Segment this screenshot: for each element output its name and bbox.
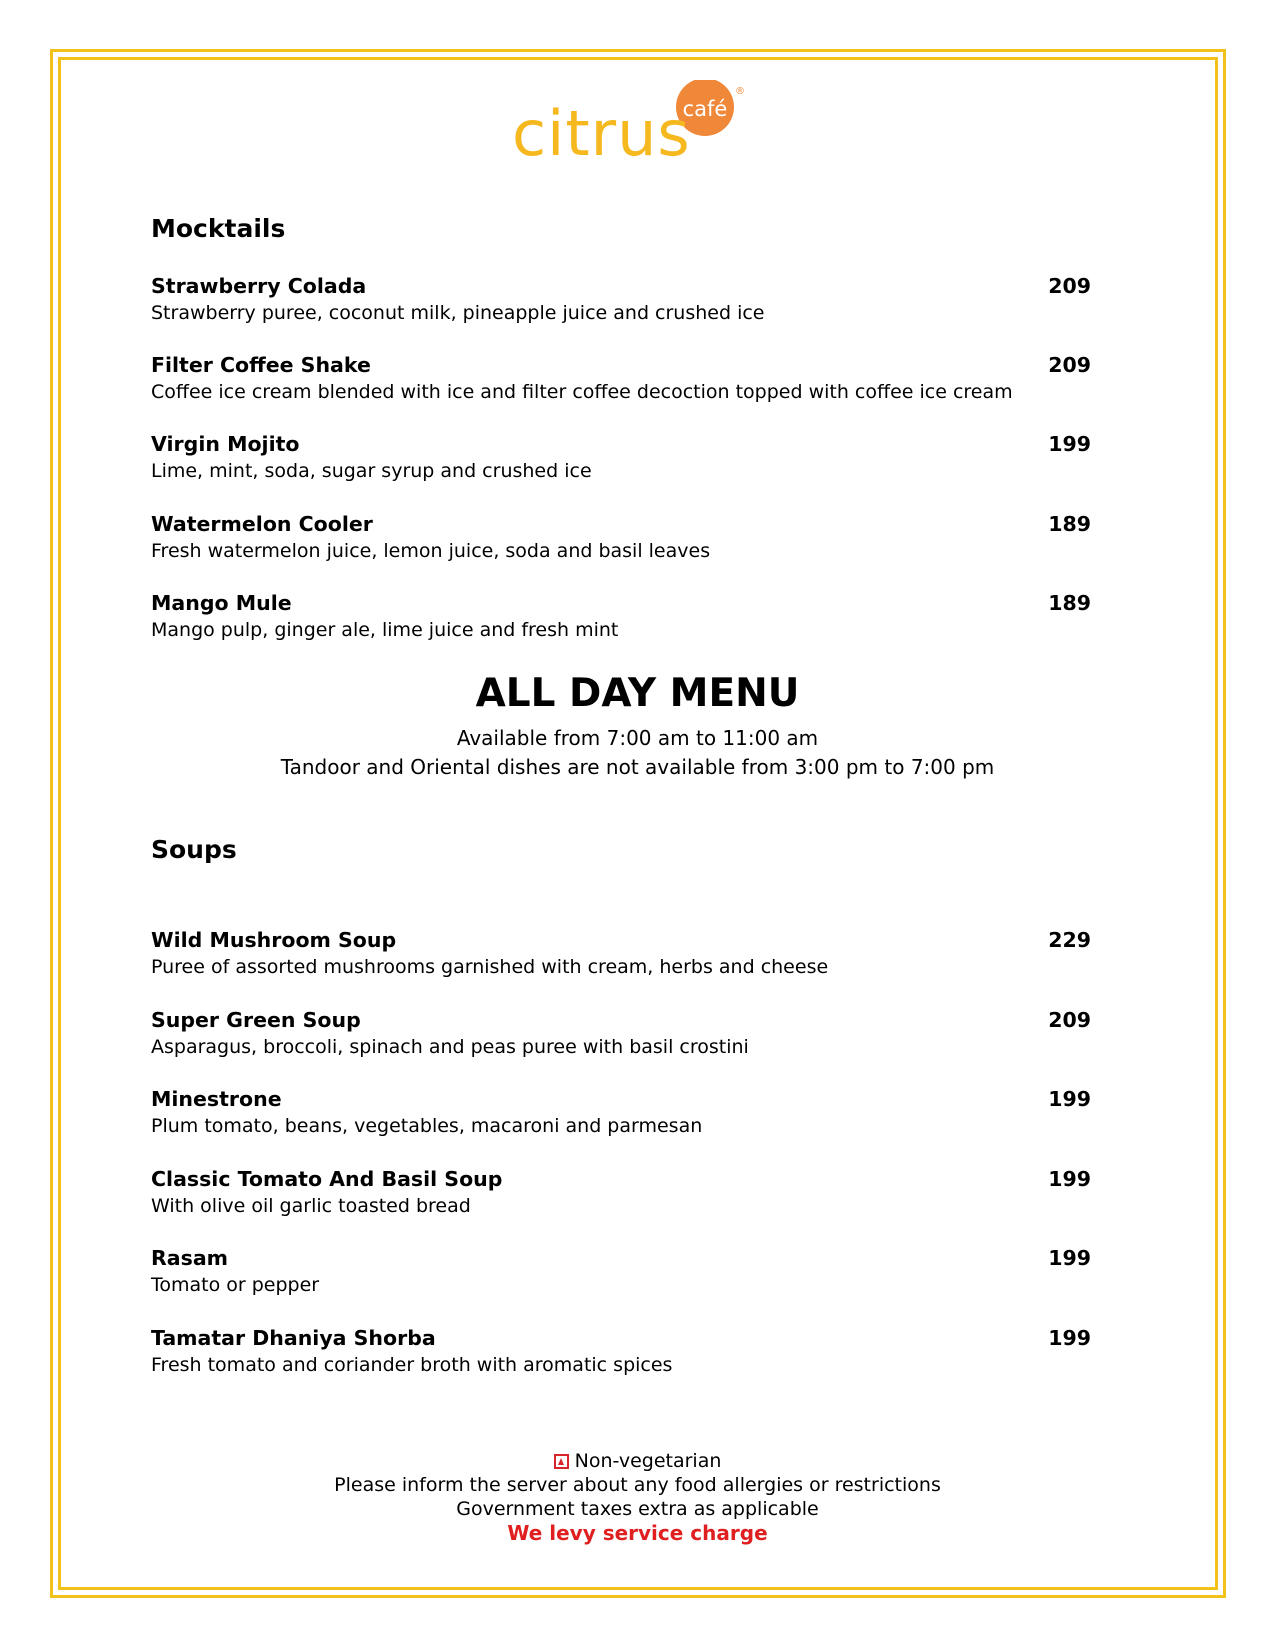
item-name: Filter Coffee Shake (151, 353, 371, 377)
allergy-note: Please inform the server about any food allergies or restrictions (334, 1474, 941, 1496)
item-description: Fresh tomato and coriander broth with aromatic spices (151, 1354, 673, 1376)
item-price: 199 (1048, 1167, 1091, 1191)
menu-item (151, 1324, 1091, 1379)
item-description: Coffee ice cream blended with ice and filter coffee decoction topped with coffee ice cream (151, 381, 1013, 403)
item-description: Puree of assorted mushrooms garnished with cream, herbs and cheese (151, 956, 829, 978)
section-title-soups: Soups (151, 835, 237, 864)
citrus-cafe-logo (512, 80, 772, 180)
menu-item (151, 430, 1091, 485)
item-name: Wild Mushroom Soup (151, 928, 397, 952)
item-price: 209 (1048, 353, 1091, 377)
menu-item (151, 1165, 1091, 1220)
legend-label: Non-vegetarian (574, 1450, 722, 1472)
item-price: 209 (1048, 274, 1091, 298)
svg-text:®: ® (735, 86, 745, 97)
all-day-menu-heading: ALL DAY MENU (475, 671, 800, 716)
item-price: 199 (1048, 1246, 1091, 1270)
availability-note: Available from 7:00 am to 11:00 am (456, 726, 819, 750)
svg-text:citrus: citrus (512, 97, 691, 170)
item-price: 229 (1048, 928, 1091, 952)
item-description: Lime, mint, soda, sugar syrup and crushed ice (151, 460, 592, 482)
item-price: 199 (1048, 432, 1091, 456)
non-veg-icon (554, 1454, 569, 1469)
menu-item (151, 1244, 1091, 1299)
item-price: 199 (1048, 1087, 1091, 1111)
menu-item (151, 589, 1091, 644)
item-description: Fresh watermelon juice, lemon juice, soda and basil leaves (151, 540, 711, 562)
menu-item (151, 1085, 1091, 1140)
item-description: With olive oil garlic toasted bread (151, 1195, 471, 1217)
item-price: 199 (1048, 1326, 1091, 1350)
item-description: Strawberry puree, coconut milk, pineapple juice and crushed ice (151, 302, 765, 324)
menu-item (151, 926, 1091, 981)
section-title-mocktails: Mocktails (151, 214, 286, 243)
item-name: Super Green Soup (151, 1008, 361, 1032)
item-name: Virgin Mojito (151, 432, 300, 456)
item-name: Mango Mule (151, 591, 292, 615)
menu-item (151, 1006, 1091, 1061)
item-name: Rasam (151, 1246, 229, 1270)
svg-text:café: café (682, 97, 728, 121)
item-description: Tomato or pepper (151, 1274, 320, 1296)
item-description: Mango pulp, ginger ale, lime juice and fresh mint (151, 619, 619, 641)
tax-note: Government taxes extra as applicable (456, 1498, 819, 1520)
item-name: Watermelon Cooler (151, 512, 373, 536)
item-name: Minestrone (151, 1087, 282, 1111)
item-name: Classic Tomato And Basil Soup (151, 1167, 503, 1191)
item-price: 189 (1048, 591, 1091, 615)
menu-item (151, 510, 1091, 565)
item-price: 189 (1048, 512, 1091, 536)
menu-item (151, 272, 1091, 327)
item-description: Plum tomato, beans, vegetables, macaroni and parmesan (151, 1115, 703, 1137)
tandoor-oriental-note: Tandoor and Oriental dishes are not available from 3:00 pm to 7:00 pm (280, 755, 995, 779)
item-name: Strawberry Colada (151, 274, 367, 298)
item-name: Tamatar Dhaniya Shorba (151, 1326, 436, 1350)
menu-item (151, 351, 1091, 406)
item-description: Asparagus, broccoli, spinach and peas puree with basil crostini (151, 1036, 749, 1058)
service-charge-note: We levy service charge (507, 1521, 768, 1545)
non-veg-legend (0, 1449, 1275, 1473)
item-price: 209 (1048, 1008, 1091, 1032)
